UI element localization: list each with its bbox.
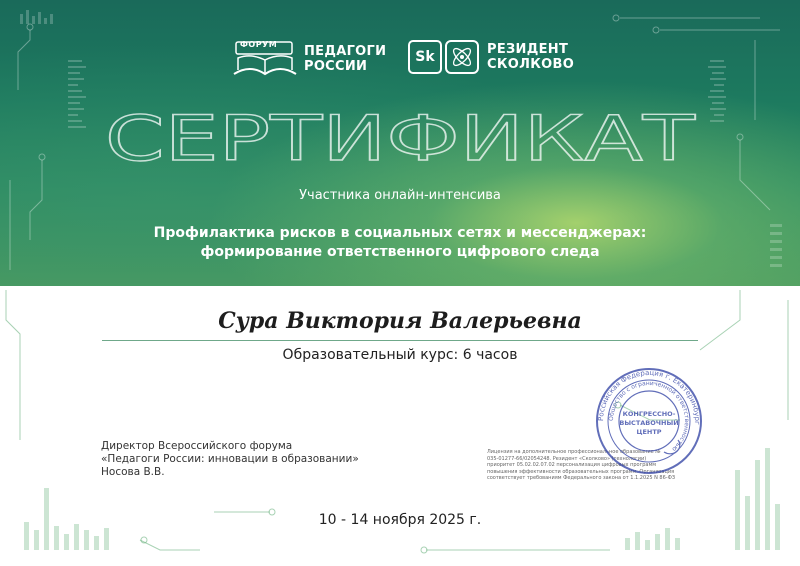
course-title-line1: Профилактика рисков в социальных сетях и мессенджерах: <box>153 225 647 241</box>
director-signature-block <box>101 440 359 479</box>
forum-logo <box>232 40 386 78</box>
license-line: 035-01277-66/02054248. Резидент «Сколково» (технологии) <box>487 455 647 462</box>
skolkovo-logo <box>408 40 574 74</box>
title-text: СЕРТИФИКАТ <box>105 104 697 170</box>
course-hours: Образовательный курс: 6 часов <box>282 347 518 363</box>
official-stamp <box>594 366 704 476</box>
atom-icon <box>445 40 479 74</box>
forum-badge-label: ФОРУМ <box>240 40 278 49</box>
recipient-name: Сура Виктория Валерьевна <box>218 308 582 334</box>
license-line: соответствует требованиям Федерального закона от 1.1.2025 N 86-ФЗ <box>487 475 676 482</box>
forum-logo-line1: ПЕДАГОГИ <box>304 44 387 59</box>
director-forum: «Педагоги России: инновации в образовании» <box>101 453 359 465</box>
director-name: Носова В.В. <box>101 466 165 478</box>
license-line: Лицензия на дополнительное профессиональное образование № <box>487 449 661 455</box>
skolkovo-logo-line1: РЕЗИДЕНТ <box>487 42 569 57</box>
stamp-center-line2: ВЫСТАВОЧНЫЙ <box>619 419 679 427</box>
name-underline <box>102 340 698 341</box>
participant-label: Участника онлайн-интенсива <box>299 188 501 203</box>
stamp-ring-inner: Общество с ограниченной ответственностью <box>607 379 691 453</box>
license-line: повышения эффективности образовательных программ. Организация <box>487 468 675 475</box>
book-icon <box>232 40 298 78</box>
course-title <box>0 224 800 262</box>
course-dates: 10 - 14 ноября 2025 г. <box>318 512 482 528</box>
skolkovo-logo-line2: СКОЛКОВО <box>487 57 575 72</box>
stamp-center-line3: ЦЕНТР <box>636 428 662 436</box>
sk-mark: Sk <box>408 40 442 74</box>
license-line: приоритет 05.02.02.07.02 персонализация цифровых программ <box>487 462 657 469</box>
stamp-ring-outer: Российская Федерация г. Екатеринбург <box>596 368 702 425</box>
stamp-center-line1: КОНГРЕССНО- <box>622 410 676 418</box>
forum-logo-line2: РОССИИ <box>304 59 368 74</box>
certificate-title <box>100 104 700 170</box>
director-title: Директор Всероссийского форума <box>101 440 293 452</box>
course-title-line2: формирование ответственного цифрового следа <box>200 244 600 260</box>
